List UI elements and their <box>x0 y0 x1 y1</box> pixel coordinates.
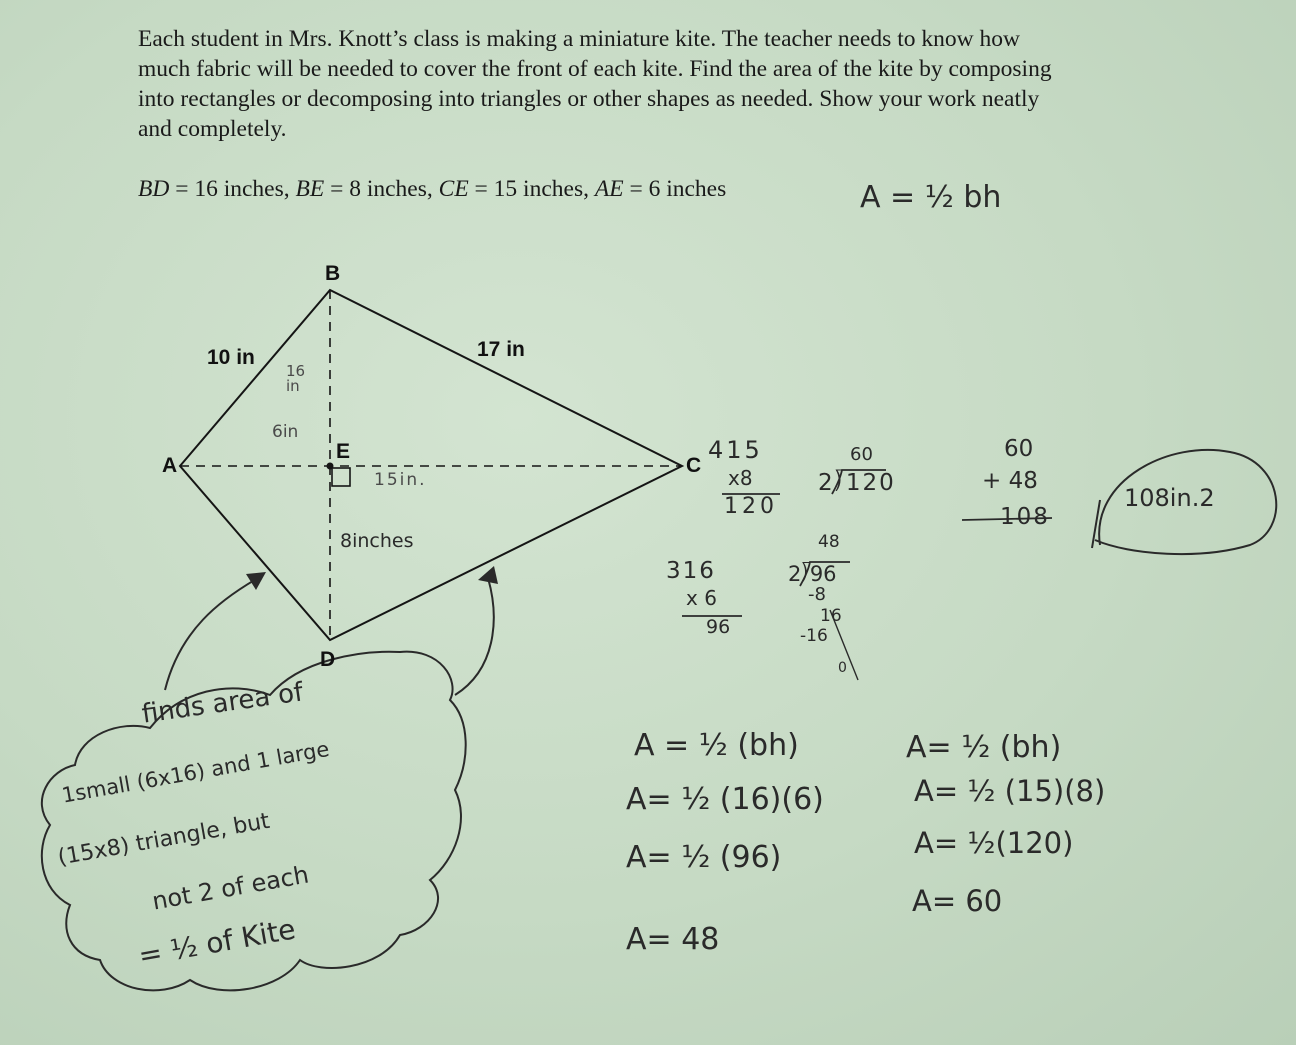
vertex-c-label: C <box>686 454 702 477</box>
note-16-in: 16 in <box>286 362 306 395</box>
mult2-mid: x 6 <box>686 586 717 610</box>
cloud-note-line-2: 1small (6x16) and 1 large <box>60 736 332 808</box>
measure-bd-value: = 16 inches, <box>169 176 296 202</box>
mult1-top: 415 <box>708 436 763 464</box>
problem-line-3: into rectangles or decomposing into triangles or other shapes as needed. Show your work neatly <box>138 86 1040 112</box>
final-answer: 108in.2 <box>1124 484 1215 512</box>
measure-be-label: BE <box>295 176 325 202</box>
measure-bd-label: BD <box>138 176 170 202</box>
left-work-line-1: A = ½ (bh) <box>634 728 799 763</box>
note-8-inches: 8inches <box>340 530 414 552</box>
measure-be-value: = 8 inches, <box>324 176 439 202</box>
side-bc-label: 17 in <box>477 338 525 361</box>
right-angle-marker <box>332 468 350 486</box>
add-result: 108 <box>1000 504 1050 530</box>
cloud-note-line-5: = ½ of Kite <box>136 912 298 973</box>
arrow-left-curve <box>165 578 258 690</box>
mult1-mid: x8 <box>728 466 753 490</box>
measure-ae-label: AE <box>594 176 624 202</box>
mult1-result: 120 <box>724 494 778 519</box>
left-work-line-3: A= ½ (96) <box>626 840 782 875</box>
cloud-note-line-4: not 2 of each <box>150 860 311 916</box>
div2-subtract-2: -16 <box>800 626 828 646</box>
measure-ce-value: = 15 inches, <box>468 176 595 202</box>
side-ab-label: 10 in <box>207 346 255 369</box>
mult2-top: 316 <box>666 558 716 584</box>
vertex-d-label: D <box>320 648 336 671</box>
div1-quotient: 60 <box>850 444 873 465</box>
right-work-line-4: A= 60 <box>912 884 1003 918</box>
div2-remainder-2: 0 <box>838 660 847 676</box>
div2-expression: 2⟌96 <box>788 562 837 586</box>
arrow-right-head <box>478 566 498 584</box>
left-work-line-4: A= 48 <box>626 922 720 957</box>
div1-expression: 2⟌120 <box>818 470 896 496</box>
arrow-left-head <box>246 572 266 590</box>
left-work-line-2: A= ½ (16)(6) <box>626 782 824 817</box>
problem-line-4: and completely. <box>138 116 287 142</box>
measure-ae-value: = 6 inches <box>623 176 727 202</box>
add-top: 60 <box>1004 436 1034 462</box>
arrow-right-curve <box>455 578 494 695</box>
point-e-dot <box>328 464 333 469</box>
mult2-result: 96 <box>706 616 731 638</box>
vertex-a-label: A <box>162 454 178 477</box>
right-work-line-1: A= ½ (bh) <box>906 730 1062 765</box>
vertex-e-label: E <box>336 440 351 463</box>
div2-remainder-1: 16 <box>820 606 842 626</box>
cloud-note-line-1: finds area of <box>140 677 306 730</box>
add-mid: + 48 <box>982 468 1038 494</box>
note-15-in: 15in. <box>374 470 427 490</box>
right-work-line-3: A= ½(120) <box>914 826 1074 860</box>
problem-line-1: Each student in Mrs. Knott’s class is making a miniature kite. The teacher needs to know how <box>138 26 1020 52</box>
right-work-line-2: A= ½ (15)(8) <box>914 774 1106 808</box>
div2-quotient: 48 <box>818 532 840 552</box>
measure-ce-label: CE <box>438 176 469 202</box>
vertex-b-label: B <box>325 262 341 285</box>
cloud-note-line-3: (15x8) triangle, but <box>56 808 272 871</box>
note-6-in: 6in <box>272 422 299 442</box>
problem-line-2: much fabric will be needed to cover the front of each kite. Find the area of the kite by composing <box>138 56 1052 82</box>
div2-subtract-1: -8 <box>808 584 826 605</box>
area-formula: A = ½ bh <box>860 180 1002 215</box>
